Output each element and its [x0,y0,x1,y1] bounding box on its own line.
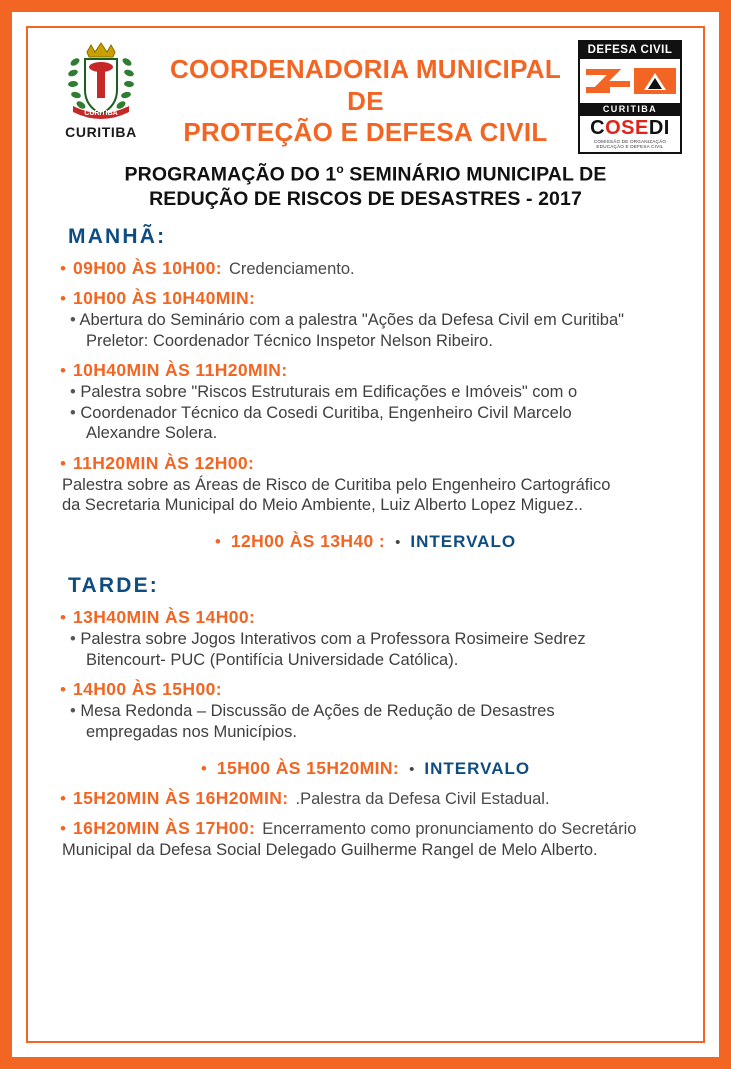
schedule-entry-5 [42,607,689,670]
schedule-entry-8-desc-2: Municipal da Defesa Social Delegado Guilherme Rangel de Melo Alberto. [62,841,598,860]
schedule-entry-3-time: 10H40MIN ÀS 11H20MIN: [72,360,288,381]
schedule-entry-1-time: 09H00 ÀS 10H00: [72,258,222,279]
bullet-icon: • [60,608,66,628]
program-title-line-1b: SEMINÁRIO MUNICIPAL DE [343,163,607,186]
schedule-entry-3-desc-2 [70,403,689,423]
bullet-icon: • [60,680,66,700]
poster-title [160,38,571,149]
bullet-icon: • [60,259,66,279]
schedule-entry-8-time: 16H20MIN ÀS 17H00: [72,818,256,839]
schedule-entry-1-desc: Credenciamento. [228,260,355,279]
poster-title-line-1: COORDENADORIA MUNICIPAL DE [169,54,562,116]
crest-label: CURITIBA [65,124,137,140]
sub-bullet-icon: • [70,311,80,330]
schedule-entry-1 [42,258,689,279]
schedule-entry-6-row [60,679,689,700]
schedule-entry-1-row [60,258,689,279]
sub-bullet-icon: • [70,630,81,649]
schedule-entry-2 [42,288,689,351]
schedule-entry-2-desc-2: Preletor: Coordenador Técnico Inspetor Nelson Ribeiro. [86,331,493,350]
bullet-icon: • [214,532,221,552]
schedule-entry-7-desc: .Palestra da Defesa Civil Estadual. [295,790,550,809]
schedule-entry-5-desc-1-text: Palestra sobre Jogos Interativos com a Professora Rosimeire Sedrez [80,630,586,649]
schedule-entry-3-desc-2-text: Coordenador Técnico da Cosedi Curitiba, Engenheiro Civil Marcelo [80,403,572,422]
program-title-ordinal: o [336,162,344,176]
cosedi-word-part-red: OSE [605,117,649,139]
interval-1 [42,531,689,552]
program-title-line-2: REDUÇÃO DE RISCOS DE DESASTRES - 2017 [149,187,582,210]
schedule-entry-6 [42,679,689,742]
schedule-entry-7-time: 15H20MIN ÀS 16H20MIN: [72,788,289,809]
schedule-entry-4-row [60,453,689,474]
cosedi-word-part-2: DI [648,117,670,139]
cosedi-word-part-1: C [590,117,606,139]
bullet-icon: • [60,289,66,309]
interval-1-time: 12H00 ÀS 13H40 : [230,531,386,552]
schedule-entry-6-desc-1-text: Mesa Redonda – Discussão de Ações de Redução de Desastres [80,702,555,721]
cosedi-emblem-icon [580,59,680,103]
schedule-entry-4-time: 11H20MIN ÀS 12H00: [72,452,255,473]
schedule-entry-3 [42,360,689,443]
schedule-entry-5-row [60,607,689,628]
sub-bullet-icon: • [409,761,415,779]
sub-bullet-icon: • [70,702,81,721]
program-title [42,162,689,211]
cosedi-top-label: DEFESA CIVIL [580,42,680,59]
section-heading-morning: MANHÃ: [68,225,167,249]
schedule-entry-7-row [60,788,689,809]
schedule-entry-2-time: 10H00 ÀS 10H40MIN: [72,288,256,309]
schedule-entry-7 [42,788,689,809]
curitiba-crest-block [42,38,160,140]
schedule-entry-8 [42,818,689,860]
schedule-entry-3-desc-1 [70,382,689,402]
schedule-entry-2-row [60,288,689,309]
schedule-entry-6-time: 14H00 ÀS 15H00: [72,679,222,700]
schedule-entry-6-desc-1 [70,701,689,721]
bullet-icon: • [60,819,66,839]
poster-title-line-2: PROTEÇÃO E DEFESA CIVIL [183,117,548,148]
curitiba-coat-of-arms-icon [65,40,137,122]
schedule-entry-6-desc-2: empregadas nos Municípios. [86,722,297,741]
schedule-entry-8-row [60,818,689,839]
cosedi-logo [578,40,682,154]
header [42,38,689,156]
schedule-entry-2-desc-1 [70,310,689,330]
schedule-entry-3-desc-3: Alexandre Solera. [86,424,218,443]
schedule-entry-3-desc-1-text: Palestra sobre "Riscos Estruturais em Edificações e Imóveis" com o [80,383,578,402]
schedule-entry-5-desc-2: Bitencourt- PUC (Pontifícia Universidade Católica). [86,650,459,669]
program-title-line-1 [42,162,689,187]
interval-2-label: INTERVALO [424,759,531,779]
cosedi-logo-block [571,38,689,154]
schedule-entry-8-desc-1: Encerramento como pronunciamento do Secretário [262,820,637,839]
sub-bullet-icon: • [395,534,401,552]
schedule-entry-5-desc-1 [70,629,689,649]
interval-2-time: 15H00 ÀS 15H20MIN: [216,758,400,779]
program-title-line-1a: PROGRAMAÇÃO DO 1 [124,163,337,186]
schedule-entry-4-desc-2: da Secretaria Municipal do Meio Ambiente, Luiz Alberto Lopez Miguez.. [62,495,583,514]
schedule-entry-5-time: 13H40MIN ÀS 14H00: [72,607,256,628]
cosedi-city-label: CURITIBA [580,103,680,116]
bullet-icon: • [60,361,66,381]
schedule-entry-4-desc-1: Palestra sobre as Áreas de Risco de Curitiba pelo Engenheiro Cartográfico [62,475,611,494]
cosedi-subtitle: COMISSÃO DE ORGANIZAÇÃO EDUCAÇÃO E DEFESA CIVIL [593,139,667,149]
bullet-icon: • [60,453,66,473]
schedule-entry-3-row [60,360,689,381]
bullet-icon: • [200,759,207,779]
sub-bullet-icon: • [70,383,81,402]
schedule-entry-2-desc-1-text: Abertura do Seminário com a palestra "Ações da Defesa Civil em Curitiba" [79,311,624,330]
poster-inner-frame [26,26,705,1043]
interval-2 [42,758,689,779]
cosedi-wordmark [580,116,680,138]
interval-1-label: INTERVALO [410,532,517,552]
section-heading-afternoon: TARDE: [68,574,159,598]
sub-bullet-icon: • [70,403,81,422]
schedule-entry-4 [42,453,689,516]
svg-text:CURITIBA: CURITIBA [84,110,118,117]
bullet-icon: • [60,789,66,809]
